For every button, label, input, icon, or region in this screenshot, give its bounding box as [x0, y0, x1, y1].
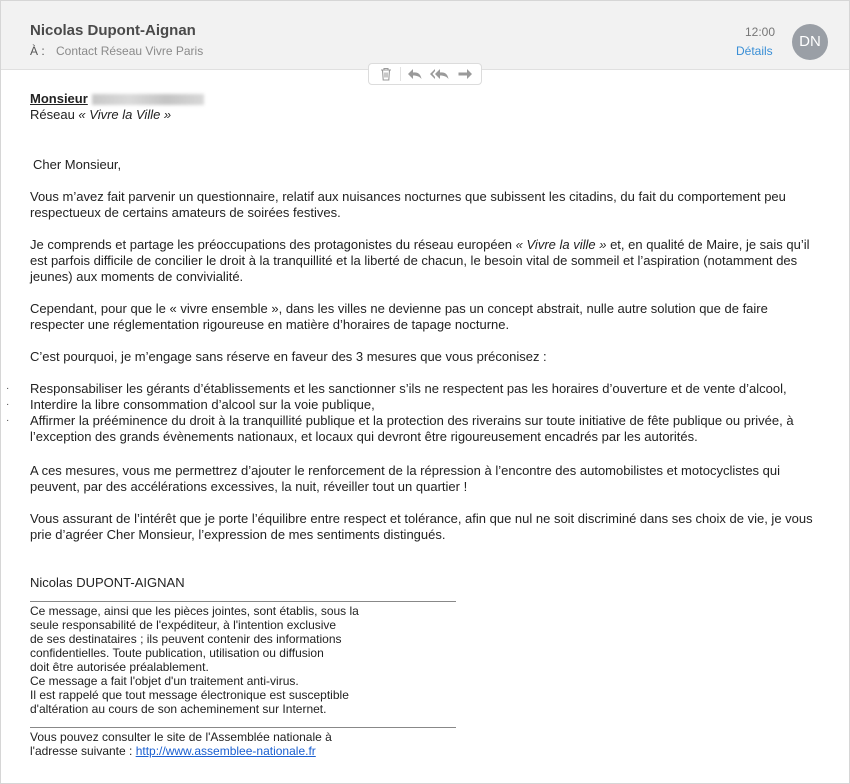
reply-icon[interactable] [404, 65, 426, 83]
bullet-marker: · [6, 399, 10, 410]
paragraph-2-end: et, en qualité de Maire, je sais qu’il est parfois difficile de concilier le droit à la tranquillité et la liberté de chacun, le besoin vital de sommeil et l’aspiration (notamment des jeunes) aux moments de convivialité. [30, 237, 810, 284]
trash-icon[interactable] [375, 65, 397, 83]
email-header [1, 1, 849, 70]
separator-line [30, 727, 456, 728]
addressee-block [30, 91, 204, 123]
footer-prefix: l'adresse suivante : [30, 744, 136, 758]
avatar: DN [792, 24, 828, 60]
details-link[interactable]: Détails [736, 44, 773, 58]
toolbar-divider [400, 67, 401, 81]
greeting: Cher Monsieur, [33, 157, 122, 172]
forward-icon[interactable] [454, 65, 476, 83]
addressee-title: Monsieur [30, 91, 88, 106]
paragraph-4: C’est pourquoi, je m’engage sans réserve en faveur des 3 mesures que vous préconisez : [30, 349, 547, 364]
disclaimer-line: Il est rappelé que tout message électronique est susceptible [30, 688, 349, 702]
disclaimer-line: de ses destinataires ; ils peuvent contenir des informations [30, 632, 342, 646]
addressee-line [30, 91, 204, 107]
paragraph-2-start: Je comprends et partage les préoccupations des protagonistes du réseau européen [30, 237, 516, 252]
paragraph-6: Vous assurant de l’intérêt que je porte l’équilibre entre respect et tolérance, afin que nul ne soit discriminé dans ses choix de vie, je vous prie d’agréer Cher Monsieur, l’expression de mes sentiments distingués. [30, 511, 813, 542]
disclaimer-line: Ce message, ainsi que les pièces jointes, sont établis, sous la [30, 604, 359, 618]
bullet-marker: · [6, 415, 10, 426]
paragraph-5: A ces mesures, vous me permettrez d’ajouter le renforcement de la répression à l’encontre des automobilistes et motocyclistes qui peuvent, par des accélérations excessives, la nuit, réveiller tout un quartier ! [30, 463, 781, 494]
footer-line: Vous pouvez consulter le site de l'Assemblée nationale à [30, 730, 332, 744]
bullet-item-1: Responsabiliser les gérants d’établissements et les sanctionner s’ils ne respectent pas les horaires d’ouverture et de vente d’alcool, [30, 381, 787, 396]
disclaimer-line: doit être autorisée préalablement. [30, 660, 209, 674]
assemblee-link[interactable]: http://www.assemblee-nationale.fr [135, 744, 316, 758]
paragraph-2 [30, 237, 820, 285]
disclaimer-line: Ce message a fait l'objet d'un traitement anti-virus. [30, 674, 299, 688]
disclaimer-line: seule responsabilité de l'expéditeur, à l'intention exclusive [30, 618, 337, 632]
paragraph-1: Vous m’avez fait parvenir un questionnaire, relatif aux nuisances nocturnes que subissent les citadins, du fait du comportement peu respectueux de certains amateurs de soirées festives. [30, 189, 786, 220]
network-name: « Vivre la Ville » [78, 107, 172, 122]
redacted-name [92, 94, 204, 105]
footer-line [30, 744, 430, 758]
recipient-name[interactable]: Contact Réseau Vivre Paris [56, 44, 204, 58]
network-line [30, 107, 204, 123]
paragraph-3: Cependant, pour que le « vivre ensemble », dans les villes ne devienne pas un concept abstrait, nulle autre solution que de faire respecter une réglementation rigoureuse en matière d’horaires de tapage nocturne. [30, 301, 768, 332]
footer-note [30, 730, 430, 758]
recipient-row [30, 44, 203, 58]
disclaimer-line: confidentielles. Toute publication, utilisation ou diffusion [30, 646, 324, 660]
network-prefix: Réseau [30, 107, 79, 122]
reply-all-icon[interactable] [429, 65, 451, 83]
paragraph-2-emphasis: « Vivre la ville » [515, 237, 607, 252]
separator-line [30, 601, 456, 602]
signature: Nicolas DUPONT-AIGNAN [30, 575, 185, 590]
disclaimer-line: d'altération au cours de son acheminement sur Internet. [30, 702, 327, 716]
message-toolbar [368, 63, 482, 85]
bullet-item-2: Interdire la libre consommation d’alcool sur la voie publique, [30, 397, 375, 412]
bullet-item-3: Affirmer la prééminence du droit à la tranquillité publique et la protection des riverains sur toute initiative de fête publique ou privée, à l’exception des grands évènements nationaux, et locaux qui devront être rigoureusement encadrés par les autorités. [30, 413, 794, 444]
received-time: 12:00 [745, 25, 776, 39]
disclaimer [30, 604, 430, 716]
to-label: À : [30, 44, 45, 58]
sender-name: Nicolas Dupont-Aignan [30, 22, 196, 39]
bullet-marker: · [6, 383, 10, 394]
